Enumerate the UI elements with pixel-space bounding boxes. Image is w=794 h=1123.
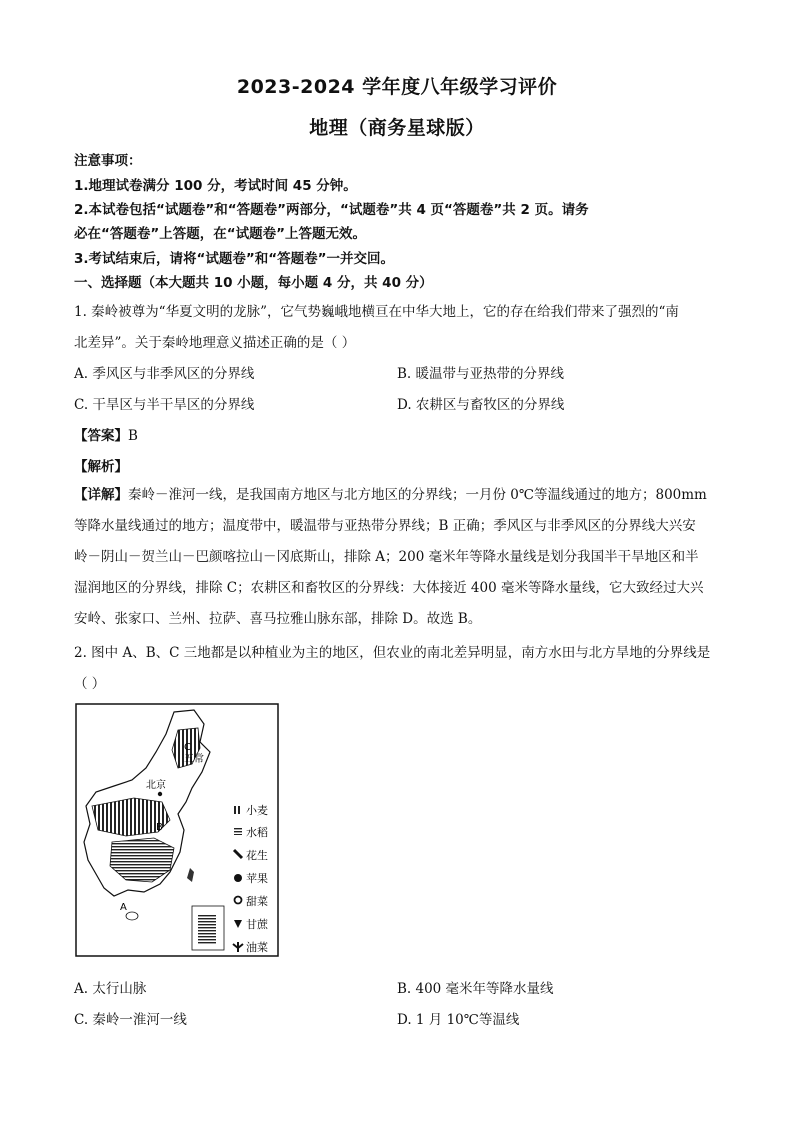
q2-option-d: D. 1 月 10℃等温线 — [397, 1012, 520, 1028]
q2-option-c: C. 秦岭一淮河一线 — [74, 1012, 187, 1028]
answer-value: B — [128, 428, 138, 444]
answer-tag: 【答案】 — [74, 428, 128, 444]
q1-detail — [74, 480, 722, 635]
notice-item-1: 1.地理试卷满分 100 分，考试时间 45 分钟。 — [74, 178, 357, 194]
q1-option-a: A. 季风区与非季风区的分界线 — [74, 366, 255, 382]
q2-stem-line1: 2. 图中 A、B、C 三地都是以种植业为主的地区，但农业的南北差异明显，南方水田与北方旱地的分界线是 — [74, 645, 711, 661]
detail-tag: 【详解】 — [74, 487, 128, 503]
exam-subtitle: 地理（商务星球版） — [309, 117, 485, 139]
q1-option-c: C. 干旱区与半干旱区的分界线 — [74, 397, 255, 413]
map-label-a: A — [120, 902, 127, 913]
analysis-tag: 【解析】 — [74, 459, 128, 475]
inset-fill — [198, 914, 216, 944]
q2-option-b: B. 400 毫米年等降水量线 — [397, 981, 554, 997]
legend-wheat-icon — [234, 806, 242, 814]
notice-item-3: 3.考试结束后，请将“试题卷”和“答题卷”一并交回。 — [74, 251, 395, 267]
legend-sugarcane: 甘蔗 — [246, 918, 268, 931]
q1-option-d: D. 农耕区与畜牧区的分界线 — [397, 397, 565, 413]
legend-rice: 水稻 — [246, 826, 268, 839]
map-label-b: B — [156, 822, 163, 833]
legend-rapeseed: 油菜 — [246, 941, 268, 954]
legend-peanut: 花生 — [246, 849, 268, 862]
legend-rice-icon — [234, 828, 242, 835]
q1-detail-line-3: 岭－阴山－贺兰山－巴颜喀拉山－冈底斯山，排除 A；200 毫米年等降水量线是划分我国半干旱地区和半 — [74, 549, 699, 565]
q1-stem-line1: 1. 秦岭被尊为“华夏文明的龙脉”，它气势巍峨地横亘在中华大地上，它的存在给我们带来了强烈的“南 — [74, 304, 679, 320]
q2-stem-line2: （ ） — [74, 676, 106, 692]
section-heading: 一、选择题（本大题共 10 小题，每小题 4 分，共 40 分） — [74, 275, 433, 291]
legend-wheat: 小麦 — [246, 804, 268, 817]
legend-apple: 苹果 — [246, 872, 268, 885]
legend-apple-icon — [234, 874, 242, 882]
q1-detail-line-5: 安岭、张家口、兰州、拉萨、喜马拉雅山脉东部，排除 D。故选 B。 — [74, 611, 482, 627]
map-label-beijing: 北京 — [146, 780, 166, 791]
crop-distribution-map — [74, 702, 280, 958]
q1-answer — [74, 424, 138, 444]
q1-detail-line-4: 湿润地区的分界线，排除 C；农耕区和畜牧区的分界线：大体接近 400 毫米等降水量线，它大致经过大兴 — [74, 580, 704, 596]
q2-option-a: A. 太行山脉 — [74, 981, 147, 997]
q1-detail-line-1: 【详解】秦岭－淮河一线，是我国南方地区与北方地区的分界线；一月份 0℃等温线通过的地方；800mm — [74, 487, 707, 503]
q1-stem-line2: 北差异”。关于秦岭地理意义描述正确的是（ ） — [74, 335, 356, 351]
map-label-wuchang: 五常 — [184, 754, 204, 765]
beijing-marker — [158, 792, 162, 796]
q1-option-b: B. 暖温带与亚热带的分界线 — [397, 366, 565, 382]
q1-analysis-tag — [74, 455, 128, 475]
notice-heading: 注意事项： — [74, 153, 142, 169]
legend-beet: 甜菜 — [246, 895, 268, 908]
map-figure — [74, 702, 280, 958]
hainan-island — [126, 912, 138, 920]
map-label-c: C — [184, 742, 191, 753]
notice-item-2: 2.本试卷包括“试题卷”和“答题卷”两部分，“试题卷”共 4 页“答题卷”共 2 页。请务 — [74, 202, 589, 218]
q1-detail-line-2: 等降水量线通过的地方；温度带中，暖温带与亚热带分界线；B 正确；季风区与非季风区的分界线大兴安 — [74, 518, 696, 534]
notice-item-2-cont: 必在“答题卷”上答题，在“试题卷”上答题无效。 — [74, 226, 366, 242]
exam-title: 2023-2024 学年度八年级学习评价 — [236, 76, 558, 98]
